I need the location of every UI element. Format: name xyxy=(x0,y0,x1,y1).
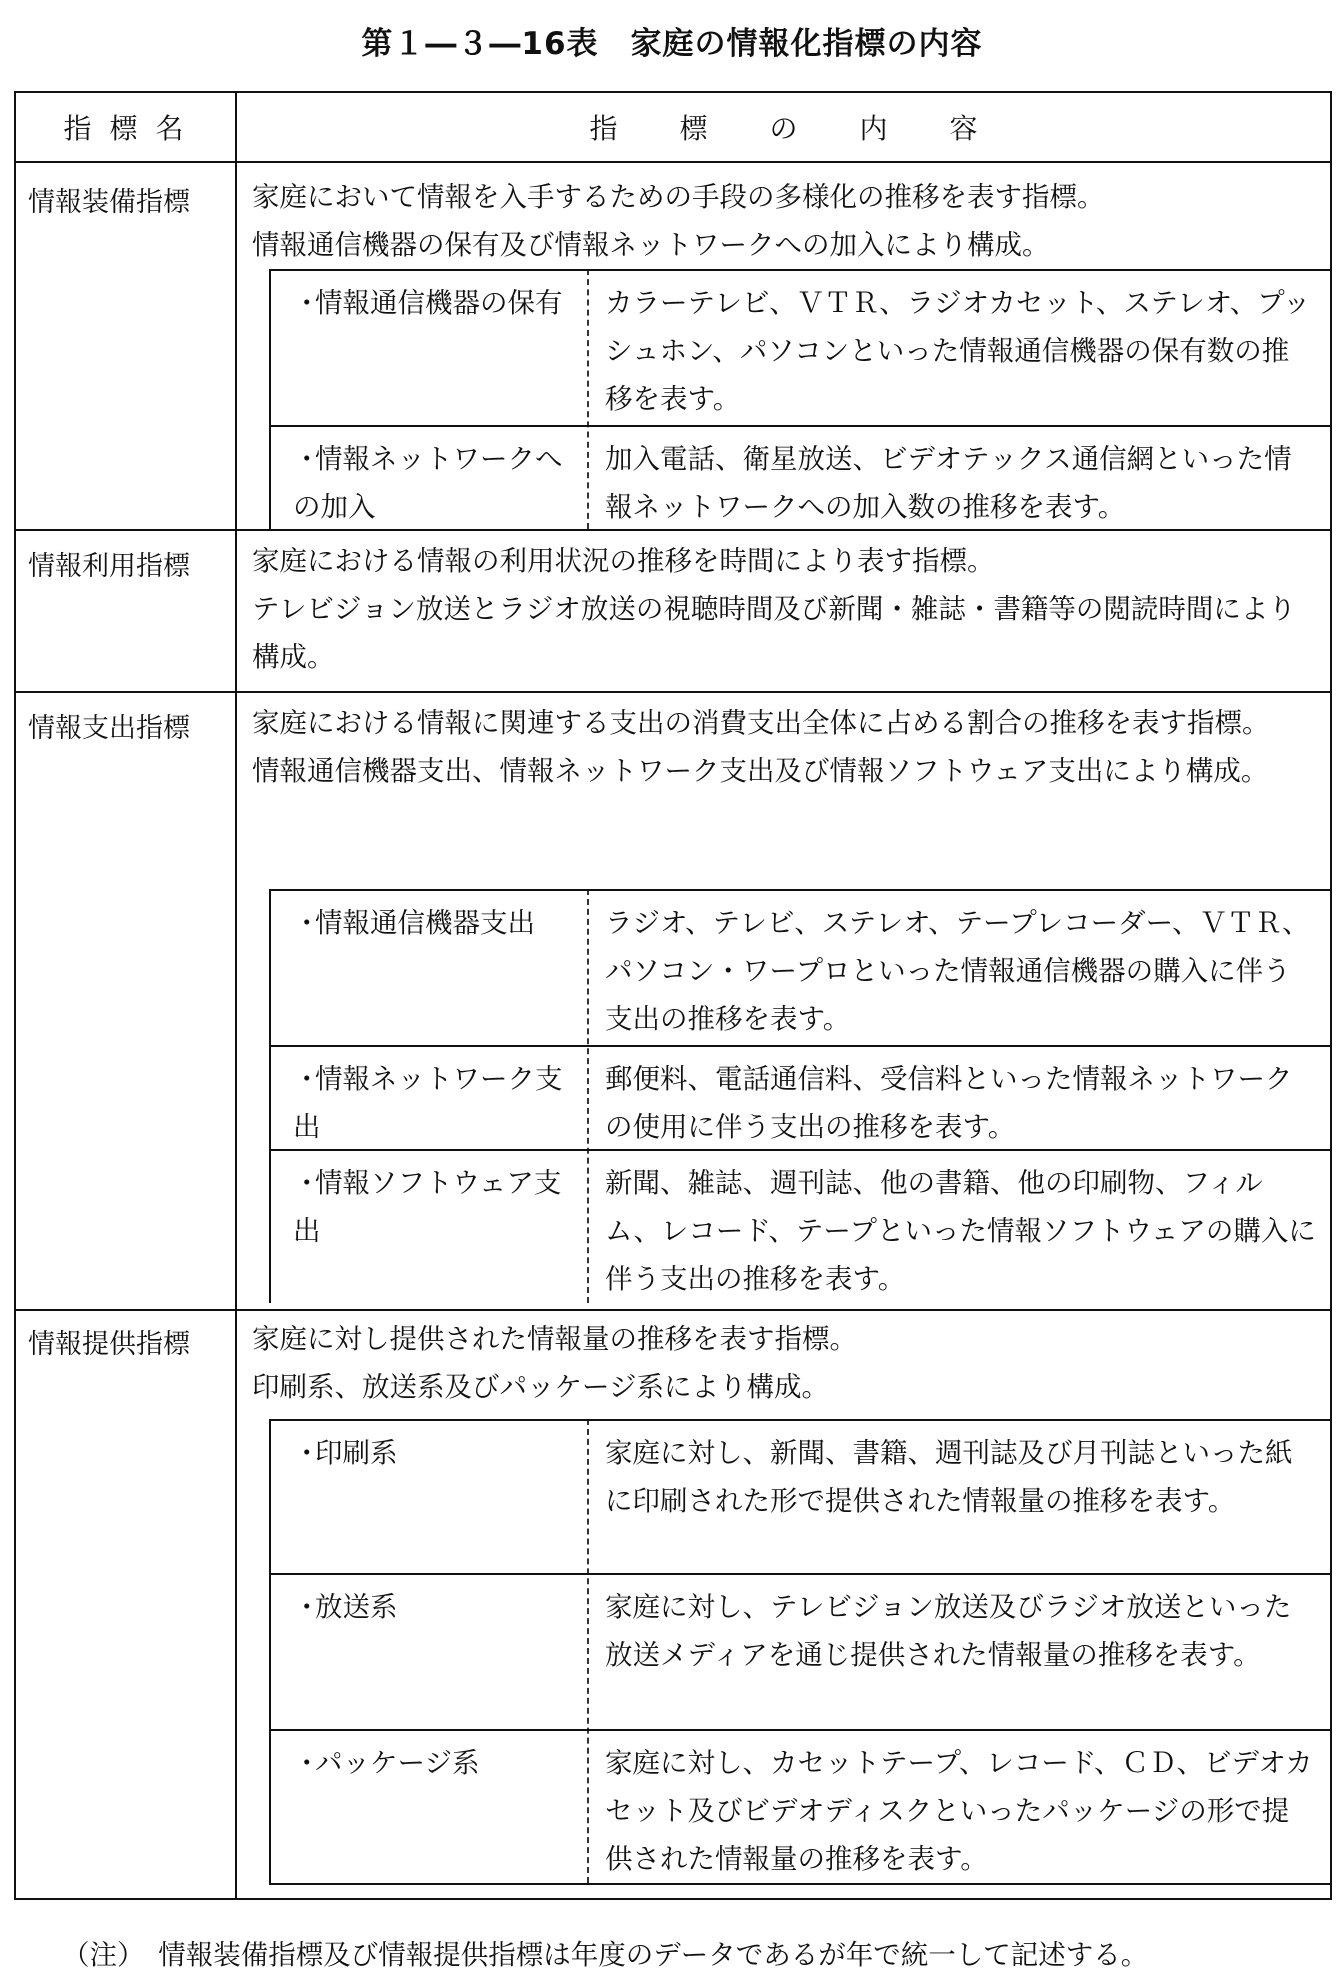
sub-item-text: 家庭に対し、カセットテープ、レコード、ＣＤ、ビデオカセット及びビデオディスクといったパッケージの形で提供された情報量の推移を表す。 xyxy=(605,1747,1313,1875)
sub-item-table xyxy=(269,269,1332,529)
sub-item-text: 新聞、雑誌、週刊誌、他の書籍、他の印刷物、フィルム、レコード、テープといった情報ソフトウェアの購入に伴う支出の推移を表す。 xyxy=(605,1167,1316,1295)
sub-item-text: 郵便料、電話通信料、受信料といった情報ネットワークの使用に伴う支出の推移を表す。 xyxy=(605,1063,1293,1143)
indicator-name: 情報装備指標 xyxy=(28,187,190,218)
sub-item-text: 加入電話、衛星放送、ビデオテックス通信網といった情報ネットワークへの加入数の推移を表す。 xyxy=(605,443,1292,523)
indicator-description xyxy=(252,699,1322,795)
indicator-name: 情報利用指標 xyxy=(28,551,190,582)
column-divider xyxy=(235,93,237,1898)
sub-item-row xyxy=(271,889,1330,1047)
sub-item-text: 家庭に対し、新聞、書籍、週刊誌及び月刊誌といった紙に印刷された形で提供された情報量の推移を表す。 xyxy=(605,1437,1293,1517)
footnote: （注） 情報装備指標及び情報提供指標は年度のデータであるが年で統一して記述する。 xyxy=(62,1939,1149,1971)
indicator-description xyxy=(252,1315,1322,1411)
sub-item-label: ・印刷系 xyxy=(293,1437,398,1469)
indicator-name: 情報提供指標 xyxy=(28,1329,190,1360)
description-line: 家庭における情報の利用状況の推移を時間により表す指標。 xyxy=(252,545,995,577)
header-rule xyxy=(16,161,1330,163)
sub-item-label: ・情報通信機器の保有 xyxy=(293,287,563,319)
sub-item-label: ・情報ネットワークへの加入 xyxy=(293,443,563,523)
sub-item-text: カラーテレビ、ＶＴＲ、ラジオカセット、ステレオ、プッシュホン、パソコンといった情報通信機器の保有数の推移を表す。 xyxy=(605,287,1311,415)
sub-item-label: ・情報ソフトウェア支出 xyxy=(293,1167,562,1247)
description-line: 情報通信機器支出、情報ネットワーク支出及び情報ソフトウェア支出により構成。 xyxy=(252,755,1269,787)
description-line: 家庭に対し提供された情報量の推移を表す指標。 xyxy=(252,1323,857,1355)
description-line: 印刷系、放送系及びパッケージ系により構成。 xyxy=(252,1371,829,1403)
sub-item-label: ・パッケージ系 xyxy=(293,1747,480,1779)
sub-item-row xyxy=(271,1149,1330,1305)
row-rule xyxy=(16,1309,1330,1311)
header-indicator-name: 指標名 xyxy=(63,112,202,145)
row-rule xyxy=(16,691,1330,693)
description-line: 家庭において情報を入手するための手段の多様化の推移を表す指標。 xyxy=(252,181,1105,213)
indicator-description xyxy=(252,173,1322,269)
indicator-name: 情報支出指標 xyxy=(28,713,190,744)
sub-item-table xyxy=(269,1419,1332,1885)
description-line: テレビジョン放送とラジオ放送の視聴時間及び新聞・雑誌・書籍等の閲読時間により構成。 xyxy=(252,593,1296,673)
indicator-description xyxy=(252,537,1322,681)
sub-item-row xyxy=(271,1419,1330,1575)
table-title: 第１―３―16表 家庭の情報化指標の内容 xyxy=(361,26,983,62)
indicator-table xyxy=(14,91,1332,1900)
sub-item-label: ・放送系 xyxy=(293,1591,398,1623)
row-rule xyxy=(16,529,1330,531)
sub-item-row xyxy=(271,1573,1330,1731)
sub-item-row xyxy=(271,1729,1330,1885)
sub-item-label: ・情報ネットワーク支出 xyxy=(293,1063,563,1143)
sub-item-row xyxy=(271,1045,1330,1151)
description-line: 情報通信機器の保有及び情報ネットワークへの加入により構成。 xyxy=(252,229,1050,261)
sub-item-label: ・情報通信機器支出 xyxy=(293,907,535,939)
sub-item-row xyxy=(271,425,1330,531)
sub-item-text: 家庭に対し、テレビジョン放送及びラジオ放送といった放送メディアを通じ提供された情報量の推移を表す。 xyxy=(605,1591,1292,1671)
sub-item-table xyxy=(269,889,1332,1303)
sub-item-text: ラジオ、テレビ、ステレオ、テープレコーダー、ＶＴＲ、パソコン・ワープロといった情報通信機器の購入に伴う支出の推移を表す。 xyxy=(605,907,1310,1035)
description-line: 家庭における情報に関連する支出の消費支出全体に占める割合の推移を表す指標。 xyxy=(252,707,1270,739)
header-indicator-content: 指標の内容 xyxy=(589,112,1040,145)
sub-item-row xyxy=(271,269,1330,427)
